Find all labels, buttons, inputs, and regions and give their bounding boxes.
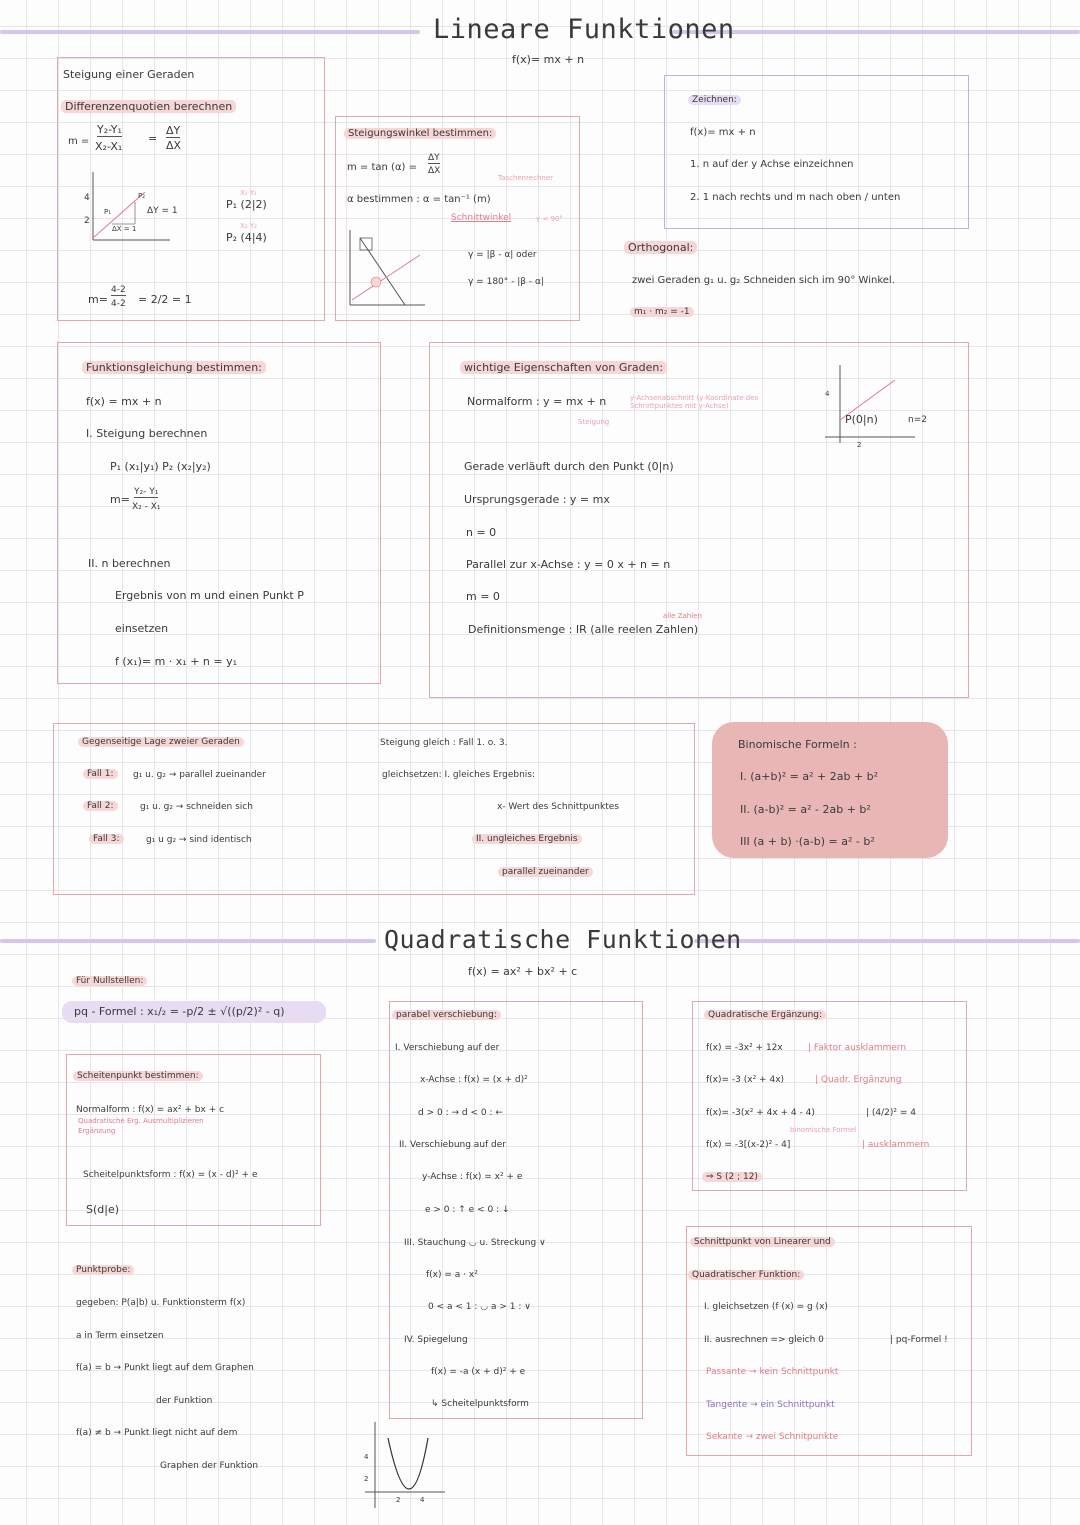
erg-l1n: | Faktor ausklammern — [808, 1043, 907, 1053]
steigung-title: Steigung einer Geraden — [63, 68, 195, 81]
eigenschaften-graph — [820, 365, 920, 445]
scheitel-n1: Normalform : f(x) = ax² + bx + c — [76, 1105, 225, 1115]
versch-l12: ↳ Scheitelpunktsform — [431, 1399, 529, 1409]
binom-b2: II. (a-b)² = a² - 2ab + b² — [740, 803, 871, 816]
versch-l7: III. Stauchung ◡ u. Streckung ∨ — [404, 1238, 546, 1248]
winkel-eq1: m = tan (α) = — [347, 162, 417, 173]
sp-l3: Passante → kein Schnittpunkt — [706, 1367, 839, 1377]
parabel-axis-2: 2 — [364, 1475, 369, 1483]
eig-note3: alle Zahlen — [663, 612, 702, 620]
sp-l1: I. gleichsetzen (f (x) = g (x) — [704, 1302, 828, 1312]
mid-divider-left — [0, 939, 376, 943]
eig-axis-2: 2 — [857, 441, 862, 449]
eig-l3: n = 0 — [466, 526, 497, 539]
scheitel-s1: Scheitelpunktsform : f(x) = (x - d)² + e — [83, 1170, 258, 1180]
lage-f1: g₁ u. g₂ → parallel zueinander — [133, 770, 266, 780]
fg-e3: f (x₁)= m · x₁ + n = y₁ — [115, 655, 238, 668]
sp-l2: II. ausrechnen => gleich 0 — [704, 1335, 824, 1345]
erg-l5: ⇒ S (2 ; 12) — [702, 1172, 762, 1182]
linear-formula: f(x)= mx + n — [512, 53, 585, 66]
steigung-label-p2: P₂ — [138, 192, 146, 200]
page-title-quadratic: Quadratische Funktionen — [384, 925, 742, 954]
eig-l2: Ursprungsgerade : y = mx — [464, 493, 610, 506]
eig-l5: m = 0 — [466, 590, 500, 603]
binom-b1: I. (a+b)² = a² + 2ab + b² — [740, 770, 879, 783]
erg-l3: f(x)= -3(x² + 4x + 4 - 4) — [706, 1108, 815, 1118]
versch-l4: II. Verschiebung auf der — [399, 1140, 506, 1150]
winkel-schnitt-note: γ < 90° — [536, 215, 563, 223]
zeichnen-s2: 2. 1 nach rechts und m nach oben / unten — [690, 192, 901, 203]
winkel-schnitt: Schnittwinkel — [451, 213, 512, 223]
fg-s1: I. Steigung berechnen — [86, 427, 208, 440]
orthogonal-title: Orthogonal: — [624, 241, 697, 254]
funktionsgleichung-box — [57, 342, 381, 684]
eig-axis-4: 4 — [825, 390, 830, 398]
fg-m-num: Y₂- Y₁ — [134, 487, 159, 497]
steigung-dx: ΔX = 1 — [112, 225, 137, 233]
steigung-m: m = — [68, 136, 90, 147]
eig-graph-n: n=2 — [908, 415, 927, 425]
versch-l6: e > 0 : ↑ e < 0 : ↓ — [425, 1205, 510, 1215]
versch-l3: d > 0 : → d < 0 : ← — [418, 1108, 503, 1118]
lage-f3-label: Fall 3: — [89, 834, 124, 844]
lage-f1-label: Fall 1: — [83, 769, 118, 779]
steigung-eq: = — [148, 132, 158, 145]
parabel-axis-4: 4 — [364, 1453, 369, 1461]
steigung-axis-4: 4 — [84, 193, 90, 203]
winkel-graph — [340, 230, 440, 310]
fg-s2: II. n berechnen — [88, 557, 171, 570]
steigung-calc-m: m= — [88, 293, 108, 306]
versch-title: parabel verschiebung: — [392, 1010, 501, 1020]
lage-title: Gegenseitige Lage zweier Geraden — [78, 737, 244, 747]
sp-l4: Tangente → ein Schnittpunkt — [706, 1400, 835, 1410]
scheitel-s2: S(d|e) — [86, 1203, 120, 1216]
versch-l2: x-Achse : f(x) = (x + d)² — [420, 1075, 528, 1085]
probe-l3: f(a) = b → Punkt liegt auf dem Graphen — [76, 1363, 254, 1373]
zeichnen-title: Zeichnen: — [688, 95, 741, 105]
steigung-frac1-num: Y₂-Y₁ — [97, 123, 122, 136]
lage-r1: Steigung gleich : Fall 1. o. 3. — [380, 738, 508, 748]
parabel-graph — [360, 1420, 460, 1510]
steigung-calc-num: 4-2 — [111, 285, 126, 295]
probe-l6: Graphen der Funktion — [160, 1461, 259, 1471]
lage-r4: II. ungleiches Ergebnis — [472, 834, 582, 844]
probe-l5: f(a) ≠ b → Punkt liegt nicht auf dem — [76, 1428, 238, 1438]
orthogonal-eq: m₁ · m₂ = -1 — [630, 307, 694, 317]
steigung-label-p1: P₁ — [104, 208, 112, 216]
lage-f2-label: Fall 2: — [83, 801, 118, 811]
erg-l4: f(x) = -3[(x-2)² - 4] — [706, 1140, 791, 1150]
lage-r3: x- Wert des Schnittpunktes — [497, 802, 619, 812]
erg-l2: f(x)= -3 (x² + 4x) — [706, 1075, 785, 1085]
eig-normal: Normalform : y = mx + n — [467, 395, 607, 408]
erg-l4n: | ausklammern — [862, 1140, 930, 1150]
steigung-p2: P₂ (4|4) — [226, 231, 267, 244]
lage-r5: parallel zueinander — [498, 867, 593, 877]
winkel-title: Steigungswinkel bestimmen: — [344, 128, 496, 139]
probe-l4: der Funktion — [156, 1396, 213, 1406]
versch-l9: 0 < a < 1 : ◡ a > 1 : ∨ — [428, 1302, 531, 1312]
steigung-frac2-num: ΔY — [166, 124, 181, 137]
fg-m-den: X₂ - X₁ — [132, 502, 161, 512]
erg-l1: f(x) = -3x² + 12x — [706, 1043, 783, 1053]
probe-title: Punktprobe: — [72, 1265, 134, 1275]
parabel-x4: 4 — [420, 1496, 425, 1504]
sp-l2n: | pq-Formel ! — [890, 1335, 948, 1345]
winkel-g1: γ = |β - α| oder — [468, 250, 537, 260]
scheitel-n3: Ergänzung — [78, 1127, 116, 1135]
orthogonal-text: zwei Geraden g₁ u. g₂ Schneiden sich im 90° Winkel. — [632, 275, 895, 286]
steigung-calc-rest: = 2/2 = 1 — [138, 293, 192, 306]
steigung-p1: P₁ (2|2) — [226, 198, 267, 211]
fg-points: P₁ (x₁|y₁) P₂ (x₂|y₂) — [110, 460, 211, 473]
eig-title: wichtige Eigenschaften von Graden: — [460, 361, 667, 374]
scheitel-n2: Quadratische Erg. Ausmultiplizieren — [78, 1117, 204, 1125]
winkel-g2: γ = 180° - |β - α| — [468, 277, 544, 287]
steigung-calc-den: 4-2 — [111, 299, 126, 309]
steigung-diff: Differenzenquotien berechnen — [61, 100, 236, 113]
steigung-dy: ΔY = 1 — [147, 206, 178, 216]
zeichnen-s1: 1. n auf der y Achse einzeichnen — [690, 159, 854, 170]
steigung-p2-small: X₂ Y₂ — [240, 222, 257, 230]
versch-l1: I. Verschiebung auf der — [395, 1043, 500, 1053]
winkel-eq1-den: ΔX — [428, 166, 441, 176]
fg-e2: einsetzen — [115, 622, 169, 635]
steigung-frac2-den: ΔX — [166, 139, 182, 152]
versch-l5: y-Achse : f(x) = x² + e — [422, 1172, 523, 1182]
erg-title: Quadratische Ergänzung: — [704, 1010, 826, 1020]
fg-e1: Ergebnis von m und einen Punkt P — [115, 589, 304, 602]
binom-b3: III (a + b) ·(a-b) = a² - b² — [740, 835, 875, 848]
fg-title: Funktionsgleichung bestimmen: — [82, 361, 266, 374]
erg-l3s: binomische Formel — [790, 1126, 857, 1134]
eig-graph-p: P(0|n) — [845, 413, 878, 426]
steigung-axis-2: 2 — [84, 216, 90, 226]
winkel-eq2: α bestimmen : α = tan⁻¹ (m) — [347, 194, 491, 205]
binom-title: Binomische Formeln : — [738, 738, 857, 751]
sp-title1: Schnittpunkt von Linearer und — [690, 1237, 835, 1247]
ergaenzung-box — [692, 1001, 967, 1191]
fg-m: m= — [110, 493, 130, 506]
steigung-p1-small: X₁ Y₁ — [240, 189, 257, 197]
scheitel-title: Scheitenpunkt bestimmen: — [73, 1071, 203, 1081]
parabel-x2: 2 — [396, 1496, 401, 1504]
probe-l1: gegeben: P(a|b) u. Funktionsterm f(x) — [76, 1298, 246, 1308]
sp-title2: Quadratischer Funktion: — [688, 1270, 804, 1280]
eig-note2: Steigung — [578, 418, 610, 426]
mid-divider-right — [694, 939, 1080, 943]
lage-f2: g₁ u. g₂ → schneiden sich — [140, 802, 253, 812]
zeichnen-f: f(x)= mx + n — [690, 127, 756, 138]
lage-r2: gleichsetzen: I. gleiches Ergebnis: — [382, 770, 535, 780]
eig-l1: Gerade verläuft durch den Punkt (0|n) — [464, 460, 674, 473]
quadratic-formula: f(x) = ax² + bx² + c — [468, 965, 578, 978]
versch-l8: f(x) = a · x² — [426, 1270, 478, 1280]
null-title: Für Nullstellen: — [72, 976, 147, 986]
fg-f: f(x) = mx + n — [86, 395, 162, 408]
erg-l2n: | Quadr. Ergänzung — [815, 1075, 902, 1085]
erg-l3n: | (4/2)² = 4 — [866, 1108, 916, 1118]
eig-l6: Definitionsmenge : IR (alle reelen Zahlen) — [468, 623, 699, 636]
page-title-linear: Lineare Funktionen — [433, 14, 735, 45]
probe-l2: a in Term einsetzen — [76, 1331, 164, 1341]
lage-f3: g₁ u g₂ → sind identisch — [146, 835, 252, 845]
versch-l10: IV. Spiegelung — [404, 1335, 468, 1345]
eig-l4: Parallel zur x-Achse : y = 0 x + n = n — [466, 558, 671, 571]
versch-l11: f(x) = -a (x + d)² + e — [431, 1367, 526, 1377]
winkel-note: Taschenrechner — [498, 174, 554, 182]
eig-note1: y-Achsenabschnitt (y-Koordinate des Schnittpunktes mit y-Achse) — [630, 394, 759, 410]
winkel-eq1-num: ΔY — [428, 153, 440, 163]
top-divider-left — [0, 30, 420, 34]
sp-l5: Sekante → zwei Schnitpunkte — [706, 1432, 839, 1442]
null-pq: pq - Formel : x₁/₂ = -p/2 ± √((p/2)² - q) — [62, 1001, 326, 1023]
steigung-frac1-den: X₂-X₁ — [95, 140, 123, 153]
